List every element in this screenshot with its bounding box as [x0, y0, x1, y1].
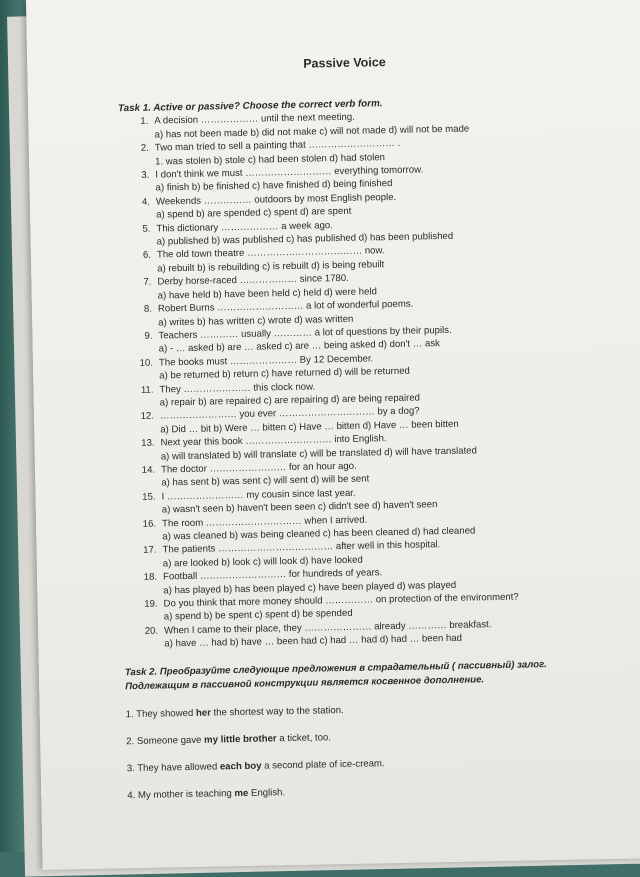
- answer-options: a) was cleaned b) was being cleaned c) has been cleaned d) had cleaned: [162, 525, 476, 543]
- question-text: Derby horse-raced ……………… since 1780.: [157, 273, 349, 288]
- question-text: The patients ……………………………… after well in this hospital.: [162, 539, 441, 556]
- answer-options: 1. was stolen b) stole c) had been stolen d) had stolen: [155, 151, 386, 168]
- answer-options: a) have … had b) have … been had c) had … had d) had … been had: [164, 632, 463, 650]
- question-text: When I came to their place, they ………………… already ………… breakfast.: [164, 619, 492, 637]
- question-text: Teachers ………… usually ………… a lot of questions by their pupils.: [158, 324, 452, 342]
- question-text: They ………………… this clock now.: [159, 381, 316, 396]
- question-text: Two man tried to sell a painting that ……………………… .: [154, 138, 401, 154]
- question-number: 20.: [144, 625, 159, 637]
- sentence-end: a second plate of ice-cream.: [261, 757, 385, 772]
- sentence-start: 4. My mother is teaching: [127, 787, 235, 801]
- answer-options: a) repair b) are repaired c) are repairing d) are being repaired: [159, 392, 421, 409]
- question-text: I don't think we must ……………………… everything tomorrow.: [155, 164, 424, 181]
- question-number: 5.: [142, 223, 151, 235]
- indirect-object: her: [195, 707, 211, 719]
- answer-options: a) has played b) has been played c) have been played d) was played: [163, 579, 457, 597]
- sentence-start: 2. Someone gave: [126, 734, 205, 747]
- answer-options: a) have held b) have been held c) held d) were held: [157, 286, 377, 302]
- task2-list: [64, 698, 626, 803]
- task1-heading: Task 1. Active or passive? Choose the correct verb form.: [117, 98, 383, 115]
- sentence-end: a ticket, too.: [276, 731, 332, 744]
- question-number: 3.: [141, 169, 150, 181]
- question-number: 7.: [143, 276, 152, 289]
- question-text: Robert Burns ……………………… a lot of wonderful poems.: [157, 298, 414, 315]
- answer-options: a) wasn't seen b) haven't been seen c) didn't see d) haven't seen: [161, 499, 438, 516]
- task1-list: [52, 106, 622, 653]
- answer-options: a) rebuilt b) is rebuilding c) is rebuilt d) is being rebuilt: [157, 259, 385, 275]
- indirect-object: each boy: [219, 760, 262, 773]
- question-number: 11.: [140, 384, 154, 396]
- question-number: 4.: [141, 196, 151, 208]
- sentence-start: 1. They showed: [125, 707, 197, 720]
- question-number: 19.: [144, 598, 158, 610]
- page-title: Passive Voice: [303, 55, 386, 71]
- answer-options: a) spend b) are spended c) spent d) are spent: [156, 206, 352, 221]
- answer-options: a) published b) was published c) has published d) has been published: [156, 230, 454, 248]
- question-text: The room ………………………… when I arrived.: [161, 514, 368, 530]
- question-number: 14.: [141, 464, 156, 476]
- question-number: 17.: [143, 545, 157, 557]
- worksheet-content: [51, 59, 625, 803]
- task2-heading-line2: Подлежащим в пассивной конструкции является косвенное дополнение.: [125, 673, 485, 692]
- question-number: 8.: [143, 303, 153, 315]
- answer-options: a) has not been made b) did not make c) will not made d) will not be made: [154, 123, 470, 141]
- task2-heading: [125, 656, 623, 694]
- answer-options: a) has sent b) was sent c) will sent d) will be sent: [161, 473, 370, 489]
- task2-sentence: [127, 779, 625, 802]
- question-text: Football ……………………… for hundreds of years.: [163, 567, 383, 583]
- question-number: 6.: [142, 250, 152, 262]
- answer-options: a) writes b) has written c) wrote d) was written: [158, 313, 354, 329]
- answer-options: a) - … asked b) are … asked c) are … being asked d) don't … ask: [158, 338, 441, 355]
- answer-options: a) will translated b) will translate c) will be translated d) will have translated: [160, 444, 478, 463]
- question-text: The books must ………………… By 12 December.: [158, 353, 374, 369]
- question-number: 2.: [140, 142, 149, 155]
- answer-options: a) are looked b) look c) will look d) have looked: [162, 554, 363, 570]
- question-text: The old town theatre ……………………………… now.: [156, 245, 385, 262]
- sentence-end: the shortest way to the station.: [210, 704, 344, 719]
- task2-sentence: [127, 752, 625, 775]
- question-number: 13.: [141, 437, 155, 450]
- question-number: 12.: [140, 410, 155, 423]
- question-text: …………………… you ever ………………………… by a dog?: [159, 405, 420, 422]
- sentence-end: English.: [248, 786, 286, 799]
- task2-heading-line1: Task 2. Преобразуйте следующие предложения в страдательный ( пассивный) залог.: [124, 658, 547, 678]
- question-number: 10.: [139, 357, 154, 369]
- worksheet-page: [26, 0, 640, 870]
- question-number: 16.: [142, 518, 157, 530]
- question-text: Weekends …………… outdoors by most English people.: [155, 191, 397, 208]
- answer-options: a) be returned b) return c) have returned d) will be returned: [159, 365, 410, 382]
- answer-options: a) Did … bit b) Were … bitten c) Have … bitten d) Have … been bitten: [160, 418, 459, 436]
- indirect-object: my little brother: [204, 732, 277, 746]
- sentence-start: 3. They have allowed: [126, 761, 221, 774]
- question-number: 1.: [140, 116, 149, 128]
- question-text: This dictionary ……………… a week ago.: [156, 219, 333, 235]
- question-text: The doctor …………………… for an hour ago.: [160, 460, 357, 476]
- question-number: 18.: [143, 571, 158, 584]
- answer-options: a) spend b) be spent c) spent d) be spended: [163, 608, 353, 623]
- answer-options: a) finish b) be finished c) have finished d) being finished: [155, 178, 393, 194]
- indirect-object: me: [234, 787, 249, 799]
- task2-sentence: [126, 698, 624, 721]
- question-text: Next year this book ……………………… into English.: [160, 433, 387, 449]
- question-number: 15.: [142, 491, 156, 503]
- question-number: 9.: [144, 330, 153, 342]
- question-text: I …………………… my cousin since last year.: [161, 487, 356, 503]
- question-text: A decision ……………… until the next meeting.: [154, 112, 355, 127]
- task2-sentence: [126, 725, 624, 748]
- question-text: Do you think that more money should …………… on protection of the environment?: [163, 591, 519, 610]
